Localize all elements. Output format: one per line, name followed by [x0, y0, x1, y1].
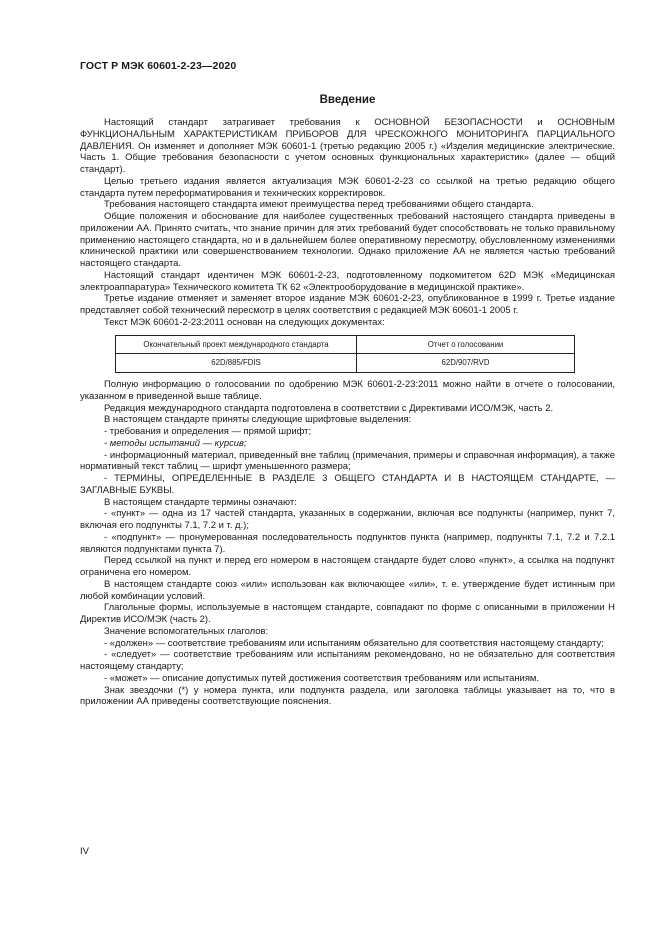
list-item: - требования и определения — прямой шрифт;	[104, 426, 312, 437]
paragraph: Полную информацию о голосовании по одобрению МЭК 60601-2-23:2011 можно найти в отчете о голосовании, указанном в приведенной выше таблице.	[80, 379, 615, 402]
list-item: - «подпункт» — пронумерованная последовательность подпунктов пункта (например, подпункты 7.1, 7.2 и 7.2.1 являются подпунктами пункта 7).	[80, 531, 615, 555]
table-header-cell: Отчет о голосовании	[357, 335, 575, 354]
table-header-cell: Окончательный проект международного стандарта	[116, 335, 357, 354]
paragraph: Знак звездочки (*) у номера пункта, или подпункта раздела, или заголовка таблицы указывает на то, что в приложении АА приведены соответствующие пояснения.	[80, 684, 615, 708]
paragraph: Редакция международного стандарта подготовлена в соответствии с Директивами ИСО/МЭК, часть 2.	[104, 402, 554, 414]
paragraph: Настоящий стандарт затрагивает требования к ОСНОВНОЙ БЕЗОПАСНОСТИ и ОСНОВНЫМ ФУНКЦИОНАЛЬНЫМ ХАРАКТЕРИСТИКАМ ПРИБОРОВ ДЛЯ ЧРЕСКОЖНОГО МОНИТОРИНГА ПАРЦИАЛЬНОГО ДАВЛЕНИЯ. Он изменяет и дополняет МЭК 60601-1 (третью редакцию 2005 г.) «Изделия медицинские электрические. Часть 1. Общие требования безопасности с учетом основных функциональных характеристик» (далее — общий стандарт).	[80, 117, 615, 175]
paragraph: В настоящем стандарте термины означают:	[104, 496, 297, 508]
paragraph: Целью третьего издания является актуализация МЭК 60601-2-23 со ссылкой на третью редакцию общего стандарта путем переформатирования и технических корректировок.	[80, 175, 615, 199]
paragraph: Требования настоящего стандарта имеют преимущества перед требованиями общего стандарта.	[104, 199, 534, 211]
paragraph: Третье издание отменяет и заменяет второе издание МЭК 60601-2-23, опубликованное в 1999 г. Третье издание представляет собой технический пересмотр в целях соответствия с редакцией МЭК 60601-1 2005 г.	[80, 293, 615, 316]
table-cell: 62D/907/RVD	[357, 354, 575, 373]
running-header: ГОСТ Р МЭК 60601-2-23—2020	[80, 60, 237, 72]
voting-table-wrapper	[80, 335, 615, 374]
list-item: - ТЕРМИНЫ, ОПРЕДЕЛЕННЫЕ В РАЗДЕЛЕ 3 ОБЩЕГО СТАНДАРТА И В НАСТОЯЩЕМ СТАНДАРТЕ, — ЗАГЛАВНЫЕ БУКВЫ.	[80, 473, 615, 496]
table-row	[116, 354, 575, 373]
list-item: - «может» — описание допустимых путей достижения соответствия требованиям или испытаниям.	[104, 672, 540, 684]
paragraph: В настоящем стандарте союз «или» использован как включающее «или», т. е. утверждение будет истинным при любой комбинации условий.	[80, 578, 615, 602]
paragraph: Текст МЭК 60601-2-23:2011 основан на следующих документах:	[104, 316, 385, 328]
paragraph: Глагольные формы, используемые в настоящем стандарте, совпадают по форме с описанными в приложении Н Директив ИСО/МЭК (часть 2).	[80, 602, 615, 625]
list-item: - «следует» — соответствие требованиям или испытаниям рекомендовано, но не обязательно для соответствия настоящему стандарту;	[80, 649, 615, 672]
paragraph: Перед ссылкой на пункт и перед его номером в настоящем стандарте будет слово «пункт», а ссылка на подпункт ограничена его номером.	[80, 555, 615, 578]
list-item: - «пункт» — одна из 17 частей стандарта, указанных в содержании, включая все подпункты (например, пункт 7, включая его подпункты 7.1, 7.2 и т. д.);	[80, 508, 615, 531]
body-text	[80, 117, 615, 708]
paragraph: Настоящий стандарт идентичен МЭК 60601-2-23, подготовленному подкомитетом 62D МЭК «Медицинская электроаппаратура» Технического комитета ТК 62 «Электрооборудование в медицинской практике».	[80, 269, 615, 293]
voting-table	[115, 335, 575, 374]
table-cell: 62D/885/FDIS	[116, 354, 357, 373]
list-item: - «должен» — соответствие требованиям или испытаниям обязательно для соответствия настоящему стандарту;	[104, 637, 604, 649]
page-number: IV	[80, 846, 89, 857]
table-header-row	[116, 335, 575, 354]
section-title: Введение	[319, 94, 376, 106]
list-item: - информационный материал, приведенный вне таблиц (примечания, примеры и справочная информация), а также нормативный текст таблиц — шрифт уменьшенного размера;	[80, 449, 615, 473]
paragraph: Значение вспомогательных глаголов:	[104, 625, 269, 637]
paragraph: Общие положения и обоснование для наиболее существенных требований настоящего стандарта приведены в приложении АА. Принято считать, что знание причин для этих требований будет способствовать не только правильному применению настоящего стандарта, но и в дальнейшем более оперативному пересмотру, обусловленному изменениями клинической практики или совершенствованием технологии. Однако приложение АА не является частью требований настоящего стандарта.	[80, 211, 615, 269]
paragraph: В настоящем стандарте приняты следующие шрифтовые выделения:	[104, 414, 412, 426]
list-item: - методы испытаний — курсив;	[104, 437, 247, 449]
